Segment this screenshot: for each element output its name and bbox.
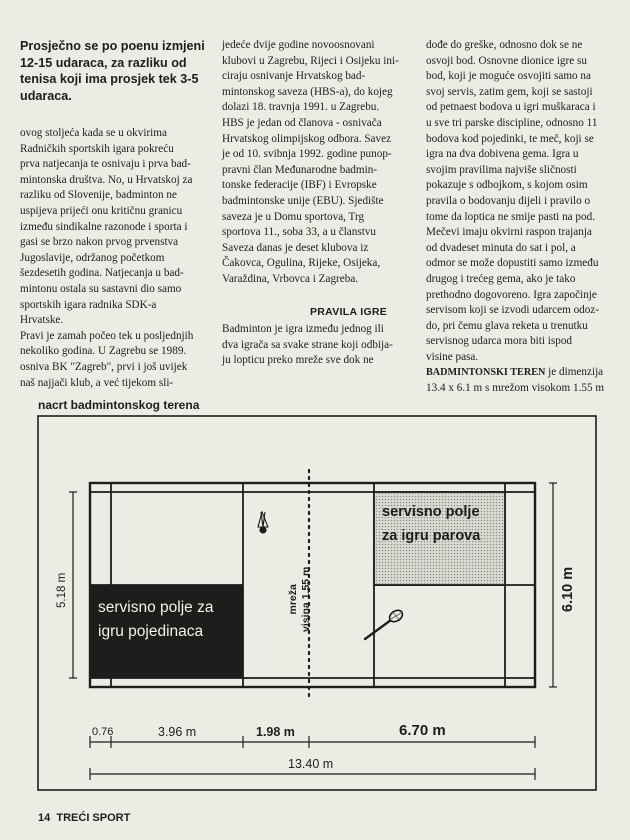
text-line: između sindikalne razonode i sporta i bbox=[20, 220, 188, 233]
text-line: badmintonske unije (EBU). Sjedište bbox=[222, 194, 384, 207]
text-line: svojim pravilima najviše sličnosti bbox=[426, 163, 577, 176]
text-line: dva igrača sa svake strane koji odbija- bbox=[222, 338, 393, 351]
text-line: mintonu ostala su sastavni dio samo bbox=[20, 282, 182, 295]
lead-text: Prosječno se po poenu izmjeni 12-15 udaraca, za razliku od tenisa koji ima prosjek tek 3-5 udaraca. bbox=[20, 39, 205, 103]
text-line: je od 10. svibnja 1992. godine punop- bbox=[222, 148, 392, 161]
net-label-line: visina 1.55 m bbox=[300, 566, 312, 632]
text-line: tonske federacije (IBF) i Evropske bbox=[222, 179, 377, 192]
width-left-label: 5.18 m bbox=[56, 572, 68, 608]
page-number: 14 bbox=[38, 812, 51, 824]
text-line: mintonska društva. No, u Hrvatskoj za bbox=[20, 173, 193, 186]
text-line: Badminton je igra između jednog ili bbox=[222, 323, 384, 335]
text-line: od petnaest bodova u igri muškaraca i bbox=[426, 101, 596, 114]
text-line: prva natjecanja te osnivaju i prva bad- bbox=[20, 158, 191, 171]
text-line: jedeće dvije godine novoosnovani bbox=[222, 39, 375, 51]
text-line: servisom koji se izvodi udarcem odoz- bbox=[426, 304, 600, 317]
dim-label-396: 3.96 m bbox=[158, 725, 197, 739]
text-line: nekoliko godina. U Zagrebu se 1989. bbox=[20, 345, 187, 358]
page-footer bbox=[38, 812, 130, 824]
singles-box-line: igru pojedinaca bbox=[98, 623, 204, 640]
text-line: Saveza danas je deset klubova iz bbox=[222, 241, 369, 254]
dim-label-total: 13.40 m bbox=[288, 757, 334, 771]
text-line: sportskih igara radnika SDK-a bbox=[20, 298, 157, 311]
text-line: bodova kod pojedinki, te meč, koji se bbox=[426, 132, 594, 145]
text-line: do, pri čemu glava reketa u trenutku bbox=[426, 319, 588, 332]
text-line: naš najjači klub, a već tijekom sli- bbox=[20, 376, 174, 389]
dim-label-670: 6.70 m bbox=[399, 722, 446, 739]
text-line: razliku od Slovenije, badminton ne bbox=[20, 189, 177, 202]
text-line: prethodno dogovoreno. Igra započinje bbox=[426, 288, 597, 301]
net-label bbox=[287, 567, 313, 632]
text-line: Hrvatske. bbox=[20, 314, 64, 327]
text-line: Varaždina, Vrbovca i Zagreba. bbox=[222, 272, 359, 285]
publication-name: TREĆI SPORT bbox=[56, 812, 131, 824]
shuttlecock-icon bbox=[258, 512, 268, 533]
text-line: od dvadeset minuta do sat i pol, a bbox=[426, 241, 576, 254]
text-line: Hrvatskog olimpijskog odbora. Savez bbox=[222, 132, 392, 145]
diagram-title: nacrt badmintonskog terena bbox=[38, 398, 200, 412]
text-line: saveza je u Domu sportova, Trg bbox=[222, 210, 365, 223]
racket-icon bbox=[365, 608, 405, 639]
text-line: servisnog udarca mora biti ispod bbox=[426, 335, 573, 348]
dim-label-198: 1.98 m bbox=[256, 725, 295, 739]
text-line: drugog i trećeg gema, ako je tako bbox=[426, 272, 576, 285]
text-line: Radničkih sportskih igara pokreću bbox=[20, 142, 174, 155]
text-line: dolazi 18. travnja 1991. u Zagrebu. bbox=[222, 101, 380, 114]
text-line: pokazuje s odbojkom, s kojom osim bbox=[426, 179, 588, 192]
text-line: Čakovca, Ogulina, Rijeke, Osijeka, bbox=[222, 257, 381, 270]
text-line: uspijeva prijeći onu kritičnu granicu bbox=[20, 204, 183, 217]
text-line: ciraju osnivanje Hrvatskog bad- bbox=[222, 70, 366, 83]
text-line: Jugoslavije, održanog početkom bbox=[20, 251, 165, 264]
text-line: visine pasa. bbox=[426, 350, 479, 363]
text-line: u sve tri parske discipline, odnosno 11 bbox=[426, 116, 598, 129]
text-line: 13.4 x 6.1 m s mrežom visokom 1.55 m bbox=[426, 382, 605, 395]
dim-label-076: 0.76 bbox=[92, 726, 114, 738]
text-line: dođe do greške, odnosno dok se ne bbox=[426, 39, 583, 51]
width-right-label: 6.10 m bbox=[560, 566, 576, 612]
text-line: odmor se može dopustiti samo između bbox=[426, 257, 599, 270]
text-line: bod, koji je moguće osvojiti samo na bbox=[426, 70, 591, 83]
doubles-box-line: servisno polje bbox=[382, 504, 480, 520]
text-line: ju lopticu preko mreže sve dok ne bbox=[222, 354, 374, 367]
text-line: osniva BK "Zagreb", prvi i još uvijek bbox=[20, 360, 188, 373]
text-line: HBS je jedan od članova - osnivača bbox=[222, 116, 382, 129]
court-heading: BADMINTONSKI TEREN bbox=[426, 367, 546, 379]
text-line: osvoji bod. Osnovne dionice igre su bbox=[426, 54, 587, 67]
text-line: sportova 11., soba 33, a u članstvu bbox=[222, 226, 377, 239]
text-line: tome da loptica ne smije pasti na pod. bbox=[426, 210, 596, 223]
text-line: pravni član Međunarodne badmin- bbox=[222, 163, 378, 176]
text-line: svoj servis, zatim gem, koji se sastoji bbox=[426, 85, 593, 98]
text-line: je dimenzija bbox=[545, 366, 604, 379]
text-line: Mečevi imaju okvirni raspon trajanja bbox=[426, 226, 592, 239]
singles-box-line: servisno polje za bbox=[98, 599, 214, 616]
text-line: igra na dva dobivena gema. Igra u bbox=[426, 148, 579, 161]
singles-box-label bbox=[98, 596, 213, 644]
section-heading: PRAVILA IGRE bbox=[310, 306, 388, 318]
text-line: klubovi u Zagrebu, Rijeci i Osijeku ini- bbox=[222, 54, 399, 67]
text-line: pravila o bodovanju dijeli i pravilo o bbox=[426, 194, 591, 207]
net-label-line: mreža bbox=[287, 584, 299, 615]
text-line: ovog stoljeća kada se u okvirima bbox=[20, 127, 167, 139]
text-line: gasi se brzo nakon prvog prvenstva bbox=[20, 236, 179, 249]
text-line: Pravi je zamah počeo tek u posljednjih bbox=[20, 329, 194, 342]
text-line: šezdesetih godina. Natjecanja u bad- bbox=[20, 267, 184, 280]
doubles-box-line: za igru parova bbox=[382, 528, 481, 544]
text-line: mintonskog saveza (HBS-a), do kojeg bbox=[222, 85, 393, 98]
doubles-box-label bbox=[382, 500, 480, 548]
